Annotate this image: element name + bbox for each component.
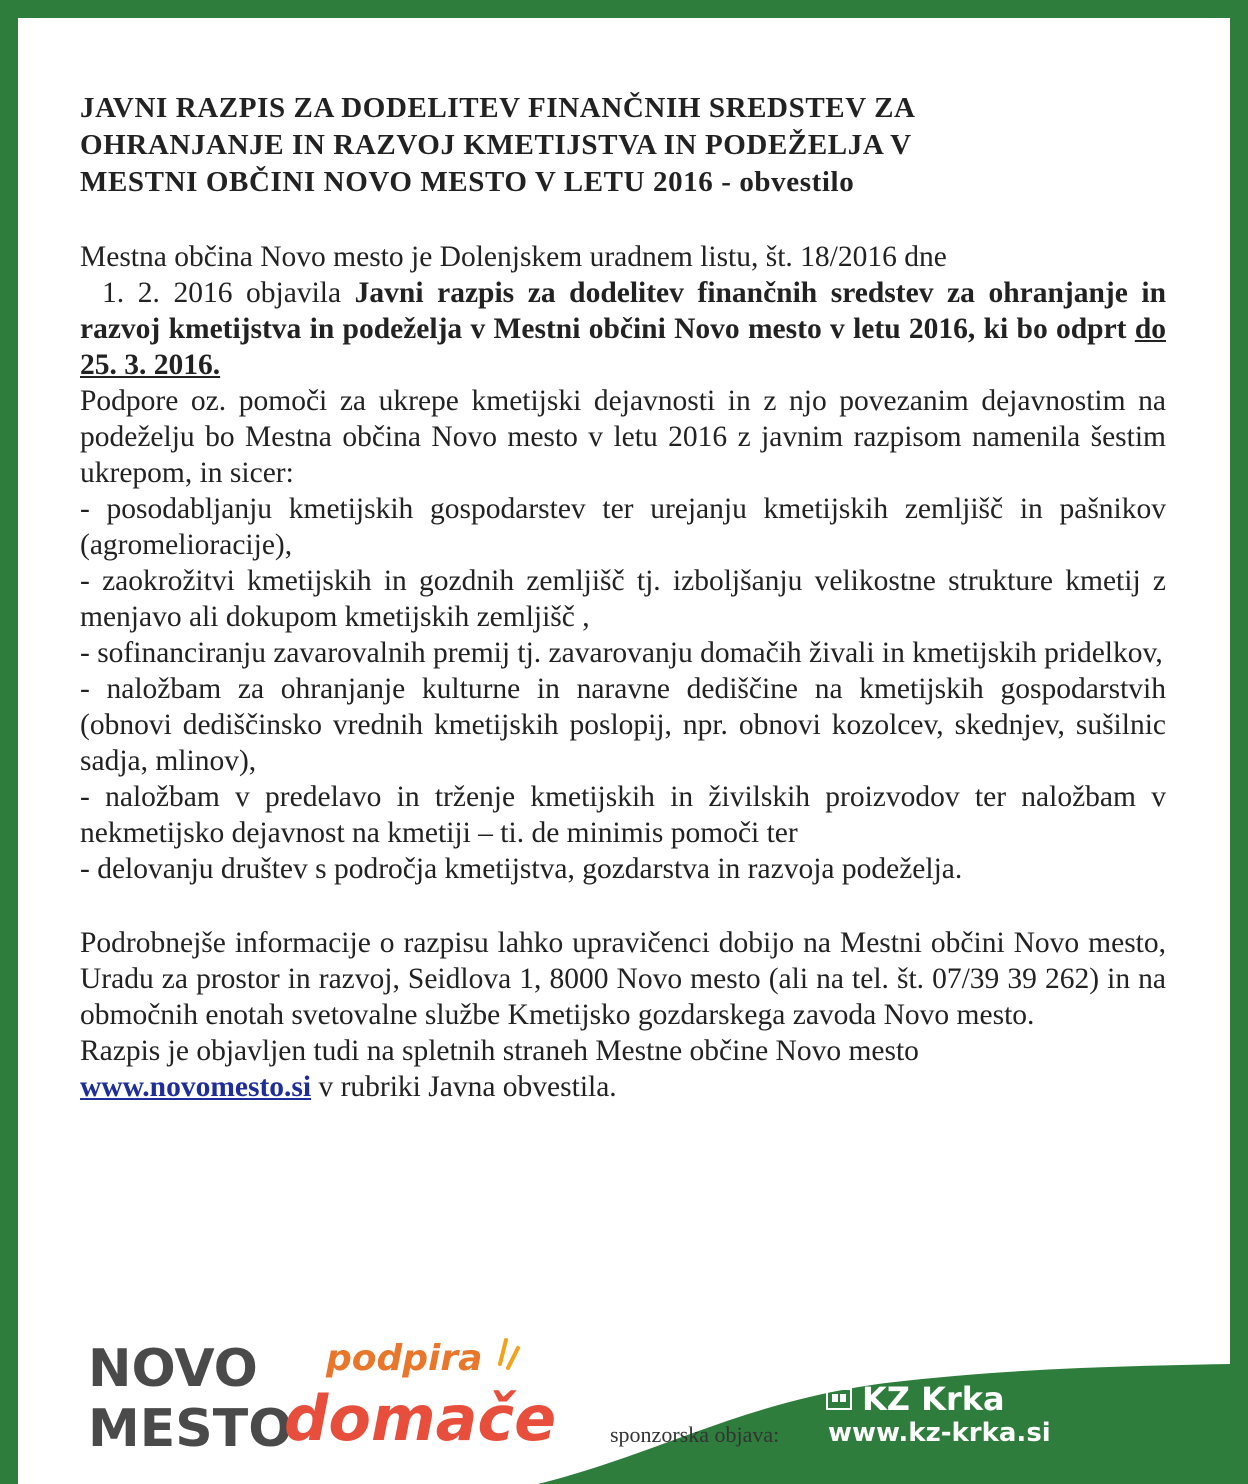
title-line-1: JAVNI RAZPIS ZA DODELITEV FINANČNIH SREDSTEV ZA (80, 92, 916, 124)
kz-krka-brand (826, 1380, 1005, 1418)
kz-krka-url[interactable]: www.kz-krka.si (828, 1418, 1051, 1448)
notice-content (80, 90, 1166, 1105)
logo-domace-text: domače (284, 1382, 557, 1455)
sponsor-label: sponzorska objava: (610, 1422, 780, 1447)
measure-item: - posodabljanju kmetijskih gospodarstev ter urejanju kmetijskih zemljišč in pašnikov (agromelioracije), (80, 493, 1166, 561)
kz-krka-logo-icon (826, 1388, 852, 1410)
published-prefix: Razpis je objavljen tudi na spletnih straneh Mestne občine Novo mesto (80, 1035, 919, 1067)
measure-item: - zaokrožitvi kmetijskih in gozdnih zemljišč tj. izboljšanju velikostne strukture kmetij z menjavo ali dokupom kmetijskih zemljišč , (80, 565, 1166, 633)
title-line-2: OHRANJANJE IN RAZVOJ KMETIJSTVA IN PODEŽELJA V (80, 129, 912, 161)
intro-line-1: Mestna občina Novo mesto je Dolenjskem uradnem listu, št. 18/2016 dne (80, 241, 947, 273)
intro-paragraph (80, 239, 1166, 383)
logo-novo-text: NOVO (88, 1339, 258, 1399)
novomesto-link[interactable]: www.novomesto.si (80, 1071, 312, 1103)
kz-krka-name: KZ Krka (862, 1380, 1005, 1418)
intro-bold-title: Javni razpis za dodelitev finančnih sredstev za ohranjanje in razvoj kmetijstva in podeželja v Mestni občini Novo mesto v letu 2016, ki bo odprt (80, 277, 1166, 345)
measure-item: - naložbam za ohranjanje kulturne in naravne dediščine na kmetijskih gospodarstvih (obnovi dediščinsko vrednih kmetijskih poslopij, npr. obnovi kozolcev, skednjev, sušilnic sadja, mlinov), (80, 673, 1166, 777)
notice-title (80, 90, 1166, 201)
title-line-3: MESTNI OBČINI NOVO MESTO V LETU 2016 - obvestilo (80, 166, 855, 198)
info-paragraph: Podrobnejše informacije o razpisu lahko upravičenci dobijo na Mestni občini Novo mesto, Uradu za prostor in razvoj, Seidlova 1, 8000 Novo mesto (ali na tel. št. 07/39 39 262) in na območnih enotah svetovalne službe Kmetijsko gozdarskega zavoda Novo mesto. (80, 927, 1166, 1031)
support-paragraph: Podpore oz. pomoči za ukrepe kmetijski dejavnosti in z njo povezanim dejavnostim na podeželju bo Mestna občina Novo mesto v letu 2016 z javnim razpisom namenila šestim ukrepom, in sicer: (80, 385, 1166, 489)
published-paragraph (80, 1033, 1166, 1105)
logo-mesto-text: MESTO (88, 1399, 293, 1459)
measure-item: - delovanju društev s področja kmetijstva, gozdarstva in razvoja podeželja. (80, 853, 963, 885)
logo-podpira-text: podpira (326, 1338, 483, 1379)
measure-item: - sofinanciranju zavarovalnih premij tj. zavarovanju domačih živali in kmetijskih pridelkov, (80, 637, 1163, 669)
intro-deadline: do 25. 3. 2016. (80, 313, 1166, 381)
measure-item: - naložbam v predelavo in trženje kmetijskih in živilskih proizvodov ter naložbam v nekmetijsko dejavnost na kmetiji – ti. de minimis pomoči ter (80, 781, 1166, 849)
published-suffix: v rubriki Javna obvestila. (311, 1071, 617, 1103)
intro-date: 1. 2. 2016 objavila (102, 277, 355, 309)
